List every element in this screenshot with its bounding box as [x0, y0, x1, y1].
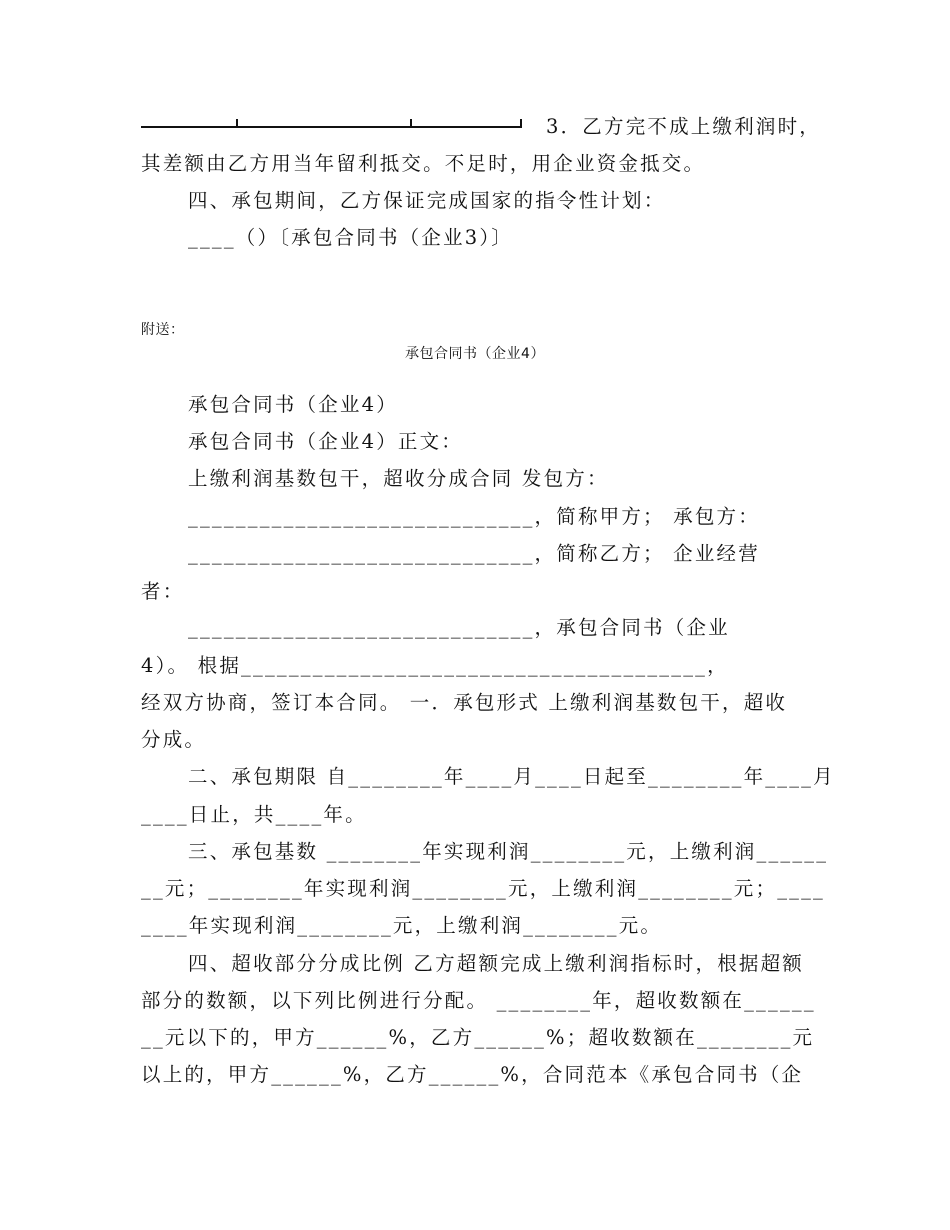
- paragraph-line: 部分的数额，以下列比例进行分配。 ________年，超收数额在______: [141, 989, 816, 1012]
- paragraph-line: 承包合同书（企业4）正文：: [188, 430, 464, 453]
- attachment-label: 附送：: [141, 322, 185, 338]
- underline-segment: [238, 126, 410, 128]
- clause-3-text: 3．乙方完不成上缴利润时，: [546, 115, 822, 138]
- paragraph-line: 四、超收部分分成比例 乙方超额完成上缴利润指标时，根据超额: [188, 952, 804, 975]
- form-underline-group: [141, 116, 526, 130]
- paragraph-line: 者：: [141, 580, 185, 603]
- paragraph-line: _____________________________，简称甲方； 承包方：: [188, 505, 760, 528]
- paragraph-line: 4）。 根据_______________________________________，: [141, 654, 729, 677]
- paragraph-line: 承包合同书（企业4）: [188, 393, 398, 416]
- section-title: 承包合同书（企业4）: [405, 346, 545, 362]
- paragraph-line: __元；________年实现利润________元，上缴利润________元；____: [141, 877, 826, 900]
- paragraph-line: 其差额由乙方用当年留利抵交。不足时，用企业资金抵交。: [141, 152, 706, 175]
- paragraph-line: ____（）〔承包合同书（企业3）〕: [188, 226, 514, 249]
- paragraph-line: _____________________________，承包合同书（企业: [188, 616, 730, 639]
- paragraph-line: 以上的，甲方______%，乙方______%，合同范本《承包合同书（企: [141, 1063, 804, 1086]
- paragraph-line: 三、承包基数 ________年实现利润________元，上缴利润______: [188, 840, 829, 863]
- paragraph-line: __元以下的，甲方______%，乙方______%；超收数额在________元: [141, 1026, 815, 1049]
- paragraph-line: ____年实现利润________元，上缴利润________元。: [141, 914, 663, 937]
- underline-segment: [412, 126, 520, 128]
- underline-tick: [520, 119, 522, 128]
- paragraph-line: 上缴利润基数包干，超收分成合同 发包方：: [188, 467, 609, 490]
- paragraph-line: 经双方协商，签订本合同。 一．承包形式 上缴利润基数包干，超收: [141, 691, 788, 714]
- paragraph-line: 分成。: [141, 728, 207, 751]
- paragraph-line: ____日止，共____年。: [141, 803, 367, 826]
- underline-segment: [141, 126, 236, 128]
- paragraph-line: 四、承包期间，乙方保证完成国家的指令性计划：: [188, 189, 666, 212]
- paragraph-line: _____________________________，简称乙方； 企业经营: [188, 542, 760, 565]
- paragraph-line: 二、承包期限 自________年____月____日起至________年____月: [188, 765, 835, 788]
